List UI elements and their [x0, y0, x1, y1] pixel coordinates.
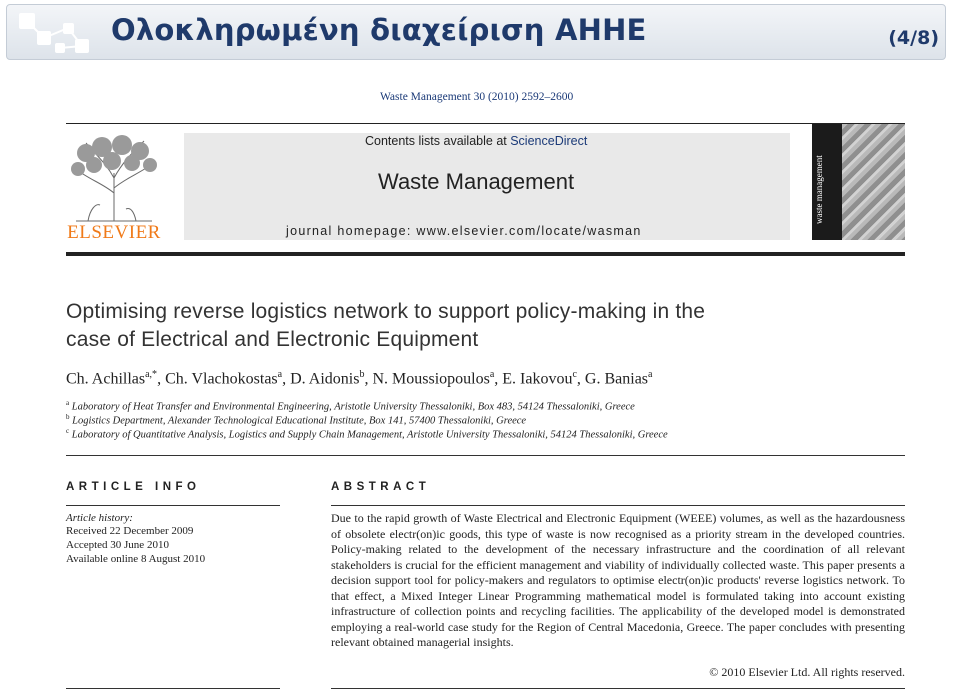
article-title-line-1: Optimising reverse logistics network to support policy-making in the: [66, 300, 706, 323]
affiliation-text: Laboratory of Quantitative Analysis, Logistics and Supply Chain Management, Aristotle University Thessaloniki, 54124 Thessaloniki, Greece: [71, 429, 668, 441]
affiliation-b: [66, 413, 526, 427]
affiliation-mark: b: [66, 413, 70, 421]
slide-title-bar: [6, 4, 946, 60]
slide-title: Ολοκληρωμένη διαχείριση ΑΗΗΕ: [111, 13, 647, 47]
footer-rule-right: [331, 688, 905, 689]
journal-citation: Waste Management 30 (2010) 2592–2600: [380, 91, 574, 103]
author-separator: ,: [282, 370, 291, 388]
journal-homepage: [286, 224, 642, 238]
cover-title: waste management: [814, 155, 824, 224]
history-accepted: Accepted 30 June 2010: [66, 539, 169, 551]
author-affiliation-mark: b: [359, 369, 365, 380]
affiliation-mark: a: [66, 399, 70, 407]
author-separator: ,: [157, 370, 166, 388]
author-name: N. Moussiopoulos: [372, 370, 490, 388]
article-info-rule: [66, 505, 280, 506]
author-name: G. Banias: [584, 370, 649, 388]
sciencedirect-link[interactable]: ScienceDirect: [510, 134, 588, 148]
abstract-heading: ABSTRACT: [331, 481, 431, 493]
section-rule: [66, 455, 905, 456]
author-separator: ,: [494, 370, 503, 388]
header-top-rule: [66, 123, 905, 124]
author-name: Ch. Achillas: [66, 370, 146, 388]
author-affiliation-mark: a,*: [145, 369, 158, 380]
article-info-heading: ARTICLE INFO: [66, 481, 201, 493]
author-affiliation-mark: c: [572, 369, 577, 380]
cover-pattern: [842, 124, 905, 240]
network-icon: [15, 9, 105, 61]
author-list: [66, 369, 652, 388]
header-bottom-rule: [66, 252, 905, 256]
abstract-rule: [331, 505, 905, 506]
author-name: E. Iakovou: [502, 370, 573, 388]
copyright-notice: © 2010 Elsevier Ltd. All rights reserved.: [709, 665, 905, 679]
homepage-url[interactable]: www.elsevier.com/locate/wasman: [416, 224, 642, 238]
journal-name: Waste Management: [378, 169, 575, 194]
journal-cover-image: [812, 124, 905, 240]
contents-prefix: Contents lists available at: [365, 134, 511, 148]
affiliation-text: Logistics Department, Alexander Technological Educational Institute, Box 141, 57400 Thessaloniki, Greece: [72, 415, 527, 427]
affiliation-mark: c: [66, 427, 70, 435]
affiliation-a: [66, 399, 635, 413]
contents-line: [365, 134, 587, 148]
history-received: Received 22 December 2009: [66, 525, 194, 537]
footer-rule-left: [66, 688, 280, 689]
author-separator: ,: [576, 370, 585, 388]
slide-counter: (4/8): [888, 27, 939, 49]
author-affiliation-mark: a: [648, 369, 653, 380]
author-affiliation-mark: a: [489, 369, 495, 380]
article-title-line-2: case of Electrical and Electronic Equipment: [66, 328, 479, 351]
author-name: Ch. Vlachokostas: [165, 370, 278, 388]
author-name: D. Aidonis: [290, 370, 360, 388]
abstract-text: Due to the rapid growth of Waste Electrical and Electronic Equipment (WEEE) volumes, as well as the hazardousness of obsolete electr(on)ic goods, this type of waste is now recognised as a priority stream in the developed countries. Policy-making related to the development of the necessary infrastructure and the coordination of all relevant stakeholders is crucial for the efficient management and viability of individually collected waste. This paper presents a decision support tool for policy-makers and regulators to optimise electr(on)ic products' reverse logistics network. To that effect, a Mixed Integer Linear Programming mathematical model is formulated taking into account existing infrastructure of collection points and recycling facilities. The applicability of the developed model is demonstrated employing a real-world case study for the Region of Central Macedonia, Greece. The paper concludes with presenting relevant obtained managerial insights.: [331, 511, 905, 649]
homepage-prefix: journal homepage:: [286, 224, 417, 238]
elsevier-wordmark: ELSEVIER: [67, 222, 161, 243]
affiliation-c: [66, 427, 668, 441]
affiliation-text: Laboratory of Heat Transfer and Environmental Engineering, Aristotle University Thessaloniki, Box 483, 54124 Thessaloniki, Greece: [71, 401, 635, 413]
history-online: Available online 8 August 2010: [66, 553, 206, 565]
history-heading: Article history:: [66, 512, 133, 524]
author-affiliation-mark: a: [277, 369, 283, 380]
author-separator: ,: [364, 370, 373, 388]
